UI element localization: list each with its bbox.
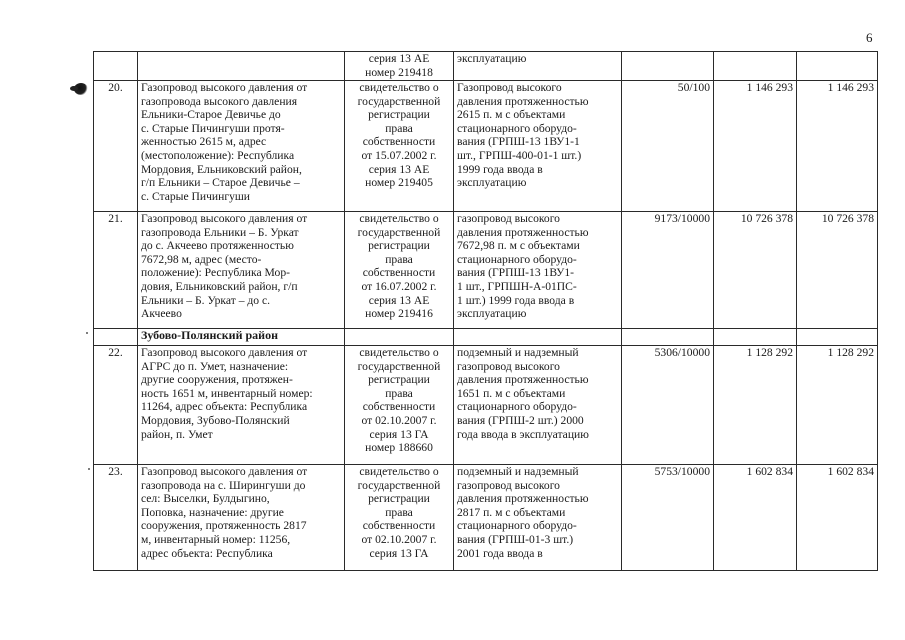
- property-table: [93, 51, 878, 571]
- cell-purpose: подземный и надземный газопровод высокого давления протяженностью 1651 п. м с объектами стационарного оборудо- вания (ГРПШ-2 шт.) 2000 года ввода в эксплуатацию: [454, 346, 622, 465]
- cell-share: 5306/10000: [622, 346, 714, 465]
- cell-share: 9173/10000: [622, 212, 714, 329]
- cell-share: [622, 329, 714, 346]
- cell-document: серия 13 АЕ номер 219418: [345, 52, 454, 81]
- scan-ink-blot: [74, 83, 88, 95]
- table-row: [94, 465, 878, 571]
- cell-document: свидетельство о государственной регистрации права собственности от 02.10.2007 г. серия 13 ГА: [345, 465, 454, 571]
- cell-value-1: [714, 52, 797, 81]
- cell-description: Газопровод высокого давления от газопровода Ельники – Б. Уркат до с. Акчеево протяженностью 7672,98 м, адрес (место- положение): Республика Мор- довия, Ельниковский район, г/п Ельники – Б. Уркат – до с. Акчеево: [138, 212, 345, 329]
- cell-purpose: [454, 329, 622, 346]
- cell-description: Газопровод высокого давления от АГРС до п. Умет, назначение: другие сооружения, протяжен- ность 1651 м, инвентарный номер: 11264, адрес объекта: Республика Мордовия, Зубово-Полянский район, п. Умет: [138, 346, 345, 465]
- cell-num: [94, 52, 138, 81]
- table-row-continuation: [94, 52, 878, 81]
- scan-speck: [86, 332, 88, 334]
- cell-value-2: 1 602 834: [797, 465, 878, 571]
- cell-description: Газопровод высокого давления от газопровода высокого давления Ельники-Старое Девичье до с. Старые Пичингуши протя- женностью 2615 м, адрес (местоположение): Республика Мордовия, Ельниковский район, г/п Ельники – Старое Девичье – с. Старые Пичингуши: [138, 81, 345, 212]
- cell-value-2: [797, 52, 878, 81]
- cell-document: свидетельство о государственной регистрации права собственности от 02.10.2007 г. серия 13 ГА номер 188660: [345, 346, 454, 465]
- cell-value-2: 1 128 292: [797, 346, 878, 465]
- cell-value-2: 1 146 293: [797, 81, 878, 212]
- cell-document: свидетельство о государственной регистрации права собственности от 15.07.2002 г. серия 13 АЕ номер 219405: [345, 81, 454, 212]
- region-name: Зубово-Полянский район: [138, 329, 345, 346]
- cell-document: свидетельство о государственной регистрации права собственности от 16.07.2002 г. серия 13 АЕ номер 219416: [345, 212, 454, 329]
- cell-document: [345, 329, 454, 346]
- cell-value-1: [714, 329, 797, 346]
- table-row: [94, 346, 878, 465]
- cell-num: 22.: [94, 346, 138, 465]
- cell-purpose: подземный и надземный газопровод высокого давления протяженностью 2817 п. м с объектами стационарного оборудо- вания (ГРПШ-01-3 шт.) 2001 года ввода в: [454, 465, 622, 571]
- cell-num: 20.: [94, 81, 138, 212]
- cell-value-2: [797, 329, 878, 346]
- cell-num: 23.: [94, 465, 138, 571]
- cell-num: 21.: [94, 212, 138, 329]
- cell-share: [622, 52, 714, 81]
- cell-value-1: 1 128 292: [714, 346, 797, 465]
- scan-speck: [88, 468, 90, 470]
- cell-description: [138, 52, 345, 81]
- cell-purpose: эксплуатацию: [454, 52, 622, 81]
- cell-value-1: 1 146 293: [714, 81, 797, 212]
- table-row: [94, 81, 878, 212]
- cell-value-2: 10 726 378: [797, 212, 878, 329]
- cell-num: [94, 329, 138, 346]
- region-header-row: [94, 329, 878, 346]
- cell-share: 50/100: [622, 81, 714, 212]
- cell-purpose: Газопровод высокого давления протяженностью 2615 п. м с объектами стационарного оборудо- вания (ГРПШ-13 1ВУ1-1 шт., ГРПШ-400-01-1 шт.) 1999 года ввода в эксплуатацию: [454, 81, 622, 212]
- cell-purpose: газопровод высокого давления протяженностью 7672,98 п. м с объектами стационарного оборудо- вания (ГРПШ-13 1ВУ1- 1 шт., ГРПШН-А-01ПС- 1 шт.) 1999 года ввода в эксплуатацию: [454, 212, 622, 329]
- cell-description: Газопровод высокого давления от газопровода на с. Ширингуши до сел: Выселки, Булдыгино, Поповка, назначение: другие сооружения, протяженность 2817 м, инвентарный номер: 11256, адрес объекта: Республика: [138, 465, 345, 571]
- page-number: 6: [866, 30, 873, 45]
- cell-value-1: 10 726 378: [714, 212, 797, 329]
- cell-value-1: 1 602 834: [714, 465, 797, 571]
- table-row: [94, 212, 878, 329]
- cell-share: 5753/10000: [622, 465, 714, 571]
